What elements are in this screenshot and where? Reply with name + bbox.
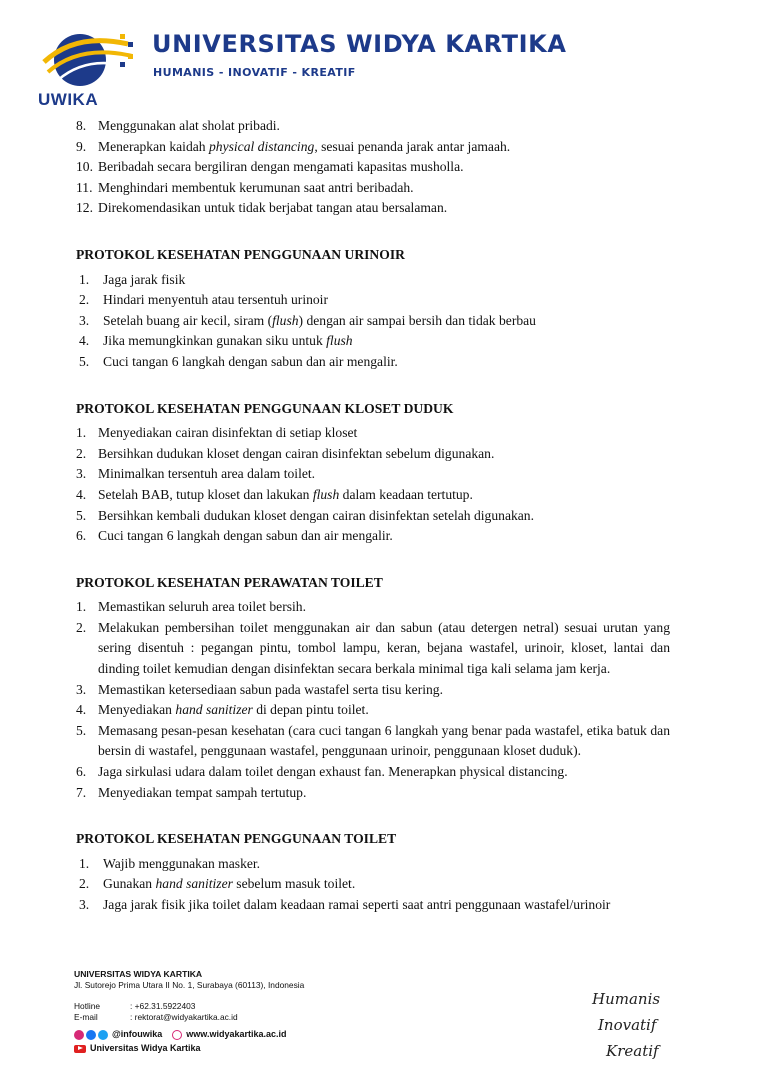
logo-text: UWIKA xyxy=(38,90,99,109)
list-item-number: 12. xyxy=(76,200,93,216)
list-item-text xyxy=(98,423,670,444)
text-run: Jika memungkinkan gunakan siku untuk xyxy=(103,333,327,349)
list-item-text xyxy=(103,331,670,352)
section-list xyxy=(76,597,670,803)
section-title: PROTOKOL KESEHATAN PENGGUNAAN URINOIR xyxy=(76,246,405,262)
signature-line-1: Humanis xyxy=(592,990,661,1008)
list-item-number: 5. xyxy=(76,722,87,738)
text-run: Menyediakan xyxy=(98,702,176,718)
text-run: Jaga jarak fisik jika toilet dalam keadaan ramai seperti saat antri penggunaan wastafel/urinoir xyxy=(103,897,611,912)
list-item xyxy=(76,423,670,444)
section-title: PROTOKOL KESEHATAN PENGGUNAAN TOILET xyxy=(76,831,397,847)
text-run: Melakukan pembersihan toilet menggunakan air dan sabun (atau detergen netral) sesuai urutan yang sering disentuh : pegangan pintu, tombol lampu, keran, bejana wastafel, urinoir, kloset, lantai dan dinding toilet kemudian dengan disinfektan secara berkala minimal tiga kali selama jam kerja. xyxy=(98,619,670,677)
list-item xyxy=(76,721,670,762)
list-item xyxy=(76,352,670,373)
footer xyxy=(74,969,374,1054)
text-run: Cuci tangan 6 langkah dengan sabun dan air mengalir. xyxy=(98,528,393,544)
list-item-number: 7. xyxy=(76,784,87,800)
list-item-number: 5. xyxy=(79,353,90,369)
protocol-section xyxy=(76,573,670,804)
list-item-number: 5. xyxy=(76,507,87,523)
text-run: Bersihkan dudukan kloset dengan cairan disinfektan sebelum digunakan. xyxy=(98,445,495,461)
facebook-icon[interactable] xyxy=(86,1030,96,1040)
list-item-number: 1. xyxy=(76,425,87,441)
text-run: Menyediakan tempat sampah tertutup. xyxy=(98,784,307,800)
list-item xyxy=(76,854,670,875)
signature-line-3: Kreatif xyxy=(606,1042,659,1060)
list-item-text xyxy=(98,485,670,506)
list-item-number: 2. xyxy=(79,876,90,892)
list-item-text xyxy=(103,270,670,291)
list-item-number: 2. xyxy=(76,619,87,635)
text-run: Setelah buang air kecil, siram ( xyxy=(103,312,273,328)
list-item-text xyxy=(98,721,670,762)
list-item-number: 9. xyxy=(76,138,87,154)
hotline-value: : +62.31.5922403 xyxy=(130,1001,196,1011)
footer-email xyxy=(74,1012,374,1023)
list-item-text xyxy=(98,680,670,701)
italic-term: flush xyxy=(272,312,299,328)
list-item-text xyxy=(98,783,670,804)
text-run: Beribadah secara bergiliran dengan mengamati kapasitas musholla. xyxy=(98,159,464,175)
list-item xyxy=(76,116,670,137)
list-item-text xyxy=(103,895,670,916)
text-run: , sesuai penanda jarak antar jamaah. xyxy=(314,138,511,154)
list-item-text xyxy=(103,874,670,895)
section-title: PROTOKOL KESEHATAN PERAWATAN TOILET xyxy=(76,574,383,590)
list-item-number: 6. xyxy=(76,764,87,780)
text-run: Memastikan seluruh area toilet bersih. xyxy=(98,599,306,615)
italic-term: hand sanitizer xyxy=(155,876,233,892)
letterhead xyxy=(0,0,768,110)
list-item xyxy=(76,895,670,916)
list-item-text xyxy=(98,762,670,783)
list-item-text xyxy=(98,157,670,178)
list-item xyxy=(76,311,670,332)
section-list xyxy=(76,270,670,373)
list-item-text xyxy=(103,311,670,332)
list-item-number: 4. xyxy=(79,333,90,349)
signature-line-2: Inovatif xyxy=(598,1016,657,1034)
list-item-number: 4. xyxy=(76,702,87,718)
email-value: : rektorat@widyakartika.ac.id xyxy=(130,1012,238,1022)
list-item xyxy=(76,270,670,291)
text-run: Menggunakan alat sholat pribadi. xyxy=(98,118,280,133)
text-run: sebelum masuk toilet. xyxy=(232,876,356,892)
list-item-number: 1. xyxy=(79,855,90,871)
list-item-number: 2. xyxy=(76,445,87,461)
text-run: Menghindari membentuk kerumunan saat antri beribadah. xyxy=(98,179,414,195)
list-item-number: 3. xyxy=(76,466,87,482)
list-item xyxy=(76,464,670,485)
list-item-number: 8. xyxy=(76,118,87,133)
list-item xyxy=(76,506,670,527)
text-run: Memastikan ketersediaan sabun pada wastafel serta tisu kering. xyxy=(98,681,444,697)
list-item xyxy=(76,198,670,219)
list-item xyxy=(76,290,670,311)
globe-icon xyxy=(172,1030,182,1040)
youtube-channel: Universitas Widya Kartika xyxy=(90,1043,201,1053)
footer-hotline xyxy=(74,1001,374,1012)
italic-term: flush xyxy=(312,486,340,502)
list-item xyxy=(76,444,670,465)
list-item xyxy=(76,700,670,721)
list-item-text xyxy=(103,854,670,875)
youtube-icon[interactable] xyxy=(74,1045,86,1053)
humanis-inovatif-kreatif-signature-icon xyxy=(588,984,668,1064)
list-item-text xyxy=(103,290,670,311)
list-item-number: 1. xyxy=(76,599,87,615)
text-run: Jaga sirkulasi udara dalam toilet dengan exhaust fan. Menerapkan physical distancing. xyxy=(98,764,568,780)
section-list xyxy=(76,854,670,916)
list-item-number: 10. xyxy=(76,159,93,175)
list-item-number: 2. xyxy=(79,292,90,308)
list-item xyxy=(76,331,670,352)
list-item-text xyxy=(98,597,670,618)
youtube-row xyxy=(74,1043,374,1054)
twitter-icon[interactable] xyxy=(98,1030,108,1040)
list-item-number: 3. xyxy=(79,312,90,328)
italic-term: physical distancing xyxy=(208,138,315,154)
list-item xyxy=(76,618,670,680)
text-run: di depan pintu toilet. xyxy=(252,702,369,718)
website-link[interactable]: www.widyakartika.ac.id xyxy=(186,1029,287,1039)
text-run: Setelah BAB, tutup kloset dan lakukan xyxy=(98,486,313,502)
list-item-text xyxy=(98,178,670,199)
list-item-number: 3. xyxy=(76,681,87,697)
list-item xyxy=(76,762,670,783)
section-title: PROTOKOL KESEHATAN PENGGUNAAN KLOSET DUDUK xyxy=(76,400,454,416)
list-item-text xyxy=(103,352,670,373)
list-item-text xyxy=(98,116,670,137)
list-item-text xyxy=(98,700,670,721)
section-list xyxy=(76,423,670,547)
university-name: UNIVERSITAS WIDYA KARTIKA xyxy=(152,30,567,58)
document-body xyxy=(76,116,670,916)
list-item-text xyxy=(98,137,670,158)
text-run: Bersihkan kembali dudukan kloset dengan cairan disinfektan setelah digunakan. xyxy=(98,507,535,523)
intro-list xyxy=(76,116,670,219)
list-item xyxy=(76,874,670,895)
list-item-text xyxy=(98,444,670,465)
list-item-text xyxy=(98,526,670,547)
list-item xyxy=(76,680,670,701)
text-run: Jaga jarak fisik xyxy=(103,271,186,287)
text-run: Cuci tangan 6 langkah dengan sabun dan air mengalir. xyxy=(103,353,398,369)
footer-address: Jl. Sutorejo Prima Utara II No. 1, Surabaya (60113), Indonesia xyxy=(74,980,305,990)
list-item xyxy=(76,526,670,547)
sections xyxy=(76,245,670,916)
protocol-section xyxy=(76,245,670,373)
list-item-number: 11. xyxy=(76,179,93,195)
text-run: Hindari menyentuh atau tersentuh urinoir xyxy=(103,292,328,308)
list-item-text xyxy=(98,464,670,485)
social-handle: @infouwika xyxy=(112,1029,163,1039)
list-item-text xyxy=(98,506,670,527)
text-run: Gunakan xyxy=(103,876,156,892)
list-item-text xyxy=(98,618,670,680)
list-item-number: 6. xyxy=(76,528,87,544)
text-run: ) dengan air sampai bersih dan tidak berbau xyxy=(298,312,536,328)
text-run: Menerapkan kaidah xyxy=(98,138,209,154)
italic-term: flush xyxy=(326,333,353,349)
list-item xyxy=(76,137,670,158)
list-item xyxy=(76,178,670,199)
protocol-section xyxy=(76,399,670,547)
list-item xyxy=(76,783,670,804)
tagline: HUMANIS - INOVATIF - KREATIF xyxy=(153,66,356,79)
text-run: Memasang pesan-pesan kesehatan (cara cuci tangan 6 langkah yang benar pada wastafel, etika batuk dan bersin di wastafel, penggunaan wastafel, penggunaan urinoir, penggunaan kloset duduk). xyxy=(98,722,670,759)
list-item-number: 1. xyxy=(79,271,90,287)
text-run: dalam keadaan tertutup. xyxy=(339,486,473,502)
text-run: Menyediakan cairan disinfektan di setiap kloset xyxy=(98,425,358,441)
protocol-section xyxy=(76,829,670,915)
social-row xyxy=(74,1029,374,1040)
hotline-label: Hotline xyxy=(74,1001,101,1011)
footer-org: UNIVERSITAS WIDYA KARTIKA xyxy=(74,969,203,979)
text-run: Wajib menggunakan masker. xyxy=(103,855,261,871)
italic-term: hand sanitizer xyxy=(175,702,253,718)
text-run: Direkomendasikan untuk tidak berjabat tangan atau bersalaman. xyxy=(98,200,448,216)
list-item xyxy=(76,157,670,178)
list-item-number: 4. xyxy=(76,486,87,502)
text-run: Minimalkan tersentuh area dalam toilet. xyxy=(98,466,316,482)
list-item xyxy=(76,485,670,506)
list-item xyxy=(76,597,670,618)
instagram-icon[interactable] xyxy=(74,1030,84,1040)
list-item-number: 3. xyxy=(79,897,90,912)
email-label: E-mail xyxy=(74,1012,98,1022)
list-item-text xyxy=(98,198,670,219)
